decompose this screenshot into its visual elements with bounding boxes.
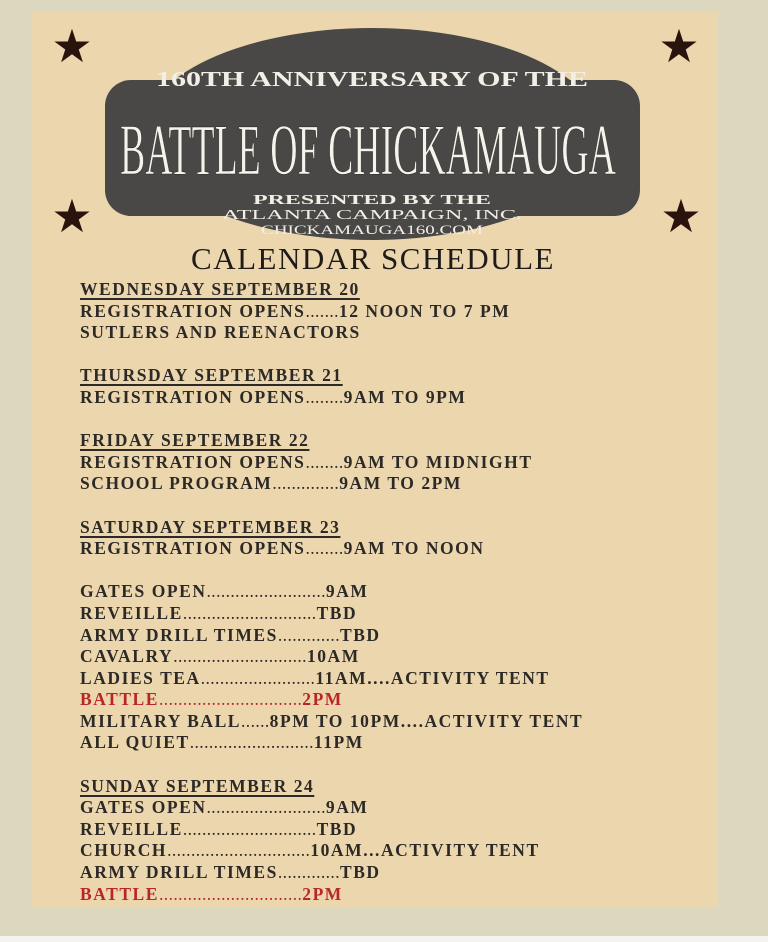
item-time: 11PM (313, 732, 364, 753)
day-heading (80, 776, 583, 798)
item-dots: ............................ (182, 818, 317, 839)
item-label: REVEILLE (80, 602, 183, 623)
anniversary-text: 160TH ANNIVERSARY OF THE (156, 67, 588, 91)
item-label: SUTLERS AND REENACTORS (80, 322, 361, 343)
day-heading (80, 279, 583, 301)
schedule-item (80, 732, 583, 754)
item-time: 9AM TO 9PM (343, 386, 467, 407)
schedule-item (80, 862, 583, 884)
item-time: 10AM (310, 840, 364, 861)
item-time: 2PM (302, 689, 343, 710)
star-icon: ★ (658, 21, 700, 72)
schedule-item (80, 538, 583, 560)
schedule-item (80, 689, 583, 711)
item-time: TBD (316, 818, 358, 839)
item-label: MILITARY BALL (80, 710, 242, 731)
item-label: SUNDAY SEPTEMBER 24 (80, 775, 315, 796)
item-label: BATTLE (80, 883, 160, 904)
item-dots: ....... (305, 300, 339, 321)
item-label: LADIES TEA (80, 667, 201, 688)
item-note: ....ACTIVITY TENT (400, 710, 584, 731)
schedule-item (80, 301, 583, 323)
item-dots: ........................ (200, 667, 316, 688)
item-dots: .............................. (159, 883, 303, 904)
item-time: 11AM (315, 667, 368, 688)
item-label: CAVALRY (80, 646, 174, 667)
spacer (80, 344, 583, 366)
item-label: GATES OPEN (80, 581, 207, 602)
item-dots: ............. (277, 624, 340, 645)
calendar-schedule-heading: CALENDAR SCHEDULE (191, 241, 555, 276)
schedule-item (80, 646, 583, 668)
item-time: TBD (316, 602, 358, 623)
title-banner (0, 0, 768, 250)
event-title: BATTLE OF CHICKAMAUGA (120, 110, 617, 190)
item-dots: ............................ (182, 602, 317, 623)
item-time: 9AM TO 2PM (339, 473, 462, 494)
spacer (80, 560, 583, 582)
item-time: TBD (339, 624, 381, 645)
item-label: REGISTRATION OPENS (80, 386, 306, 407)
item-label: WEDNESDAY SEPTEMBER 20 (80, 279, 360, 299)
star-icon: ★ (51, 191, 93, 242)
schedule-item (80, 797, 583, 819)
item-label: CHURCH (80, 840, 168, 861)
item-label: FRIDAY SEPTEMBER 22 (80, 430, 310, 451)
presented-by-text: PRESENTED BY THE (253, 193, 491, 208)
item-dots: ........ (305, 538, 344, 559)
item-label: ARMY DRILL TIMES (80, 862, 278, 883)
item-label: REGISTRATION OPENS (80, 451, 306, 472)
item-time: TBD (339, 862, 381, 883)
spacer (80, 754, 583, 776)
schedule-item (80, 452, 583, 474)
schedule-item (80, 387, 583, 409)
footer-strip (0, 936, 768, 942)
item-dots: ...... (241, 710, 270, 731)
website-text: CHICKAMAUGA160.COM (261, 222, 484, 237)
item-time: 8PM TO 10PM (269, 710, 401, 731)
spacer (80, 409, 583, 431)
item-time: 10AM (306, 646, 360, 667)
item-label: BATTLE (80, 689, 160, 710)
item-time: 9AM TO MIDNIGHT (343, 451, 533, 472)
item-dots: .............. (272, 473, 340, 494)
item-dots: ............. (277, 862, 340, 883)
item-dots: .............................. (159, 689, 303, 710)
item-dots: ......................... (206, 581, 326, 602)
item-label: SATURDAY SEPTEMBER 23 (80, 516, 341, 537)
schedule-item (80, 625, 583, 647)
item-dots: .......................... (189, 732, 314, 753)
schedule-item (80, 473, 583, 495)
item-label: REGISTRATION OPENS (80, 538, 306, 559)
schedule-list (80, 279, 583, 905)
day-heading (80, 430, 583, 452)
schedule-item (80, 884, 583, 906)
item-time: 12 NOON TO 7 PM (338, 300, 511, 321)
schedule-item (80, 711, 583, 733)
spacer (80, 495, 583, 517)
item-label: GATES OPEN (80, 797, 207, 818)
item-dots: ............................ (173, 646, 307, 667)
schedule-item (80, 840, 583, 862)
item-label: THURSDAY SEPTEMBER 21 (80, 365, 343, 386)
schedule-item (80, 322, 583, 344)
item-label: REVEILLE (80, 818, 183, 839)
item-note: ....ACTIVITY TENT (367, 667, 550, 688)
day-heading (80, 365, 583, 387)
item-dots: ........ (305, 386, 344, 407)
item-time: 9AM (325, 797, 369, 818)
item-time: 9AM (325, 581, 369, 602)
item-label: ARMY DRILL TIMES (80, 624, 278, 645)
item-dots: .............................. (167, 840, 311, 861)
schedule-item (80, 668, 583, 690)
item-time: 2PM (302, 883, 343, 904)
item-label: REGISTRATION OPENS (80, 300, 306, 321)
item-dots: ........ (305, 451, 344, 472)
schedule-item (80, 581, 583, 603)
schedule-item (80, 819, 583, 841)
item-note: ...ACTIVITY TENT (363, 840, 540, 861)
star-icon: ★ (660, 191, 702, 242)
item-label: ALL QUIET (80, 732, 190, 753)
day-heading (80, 517, 583, 539)
star-icon: ★ (51, 21, 93, 72)
organization-text: ATLANTA CAMPAIGN, INC. (222, 208, 522, 223)
schedule-item (80, 603, 583, 625)
item-label: SCHOOL PROGRAM (80, 473, 273, 494)
item-dots: ......................... (206, 797, 326, 818)
item-time: 9AM TO NOON (343, 538, 485, 559)
